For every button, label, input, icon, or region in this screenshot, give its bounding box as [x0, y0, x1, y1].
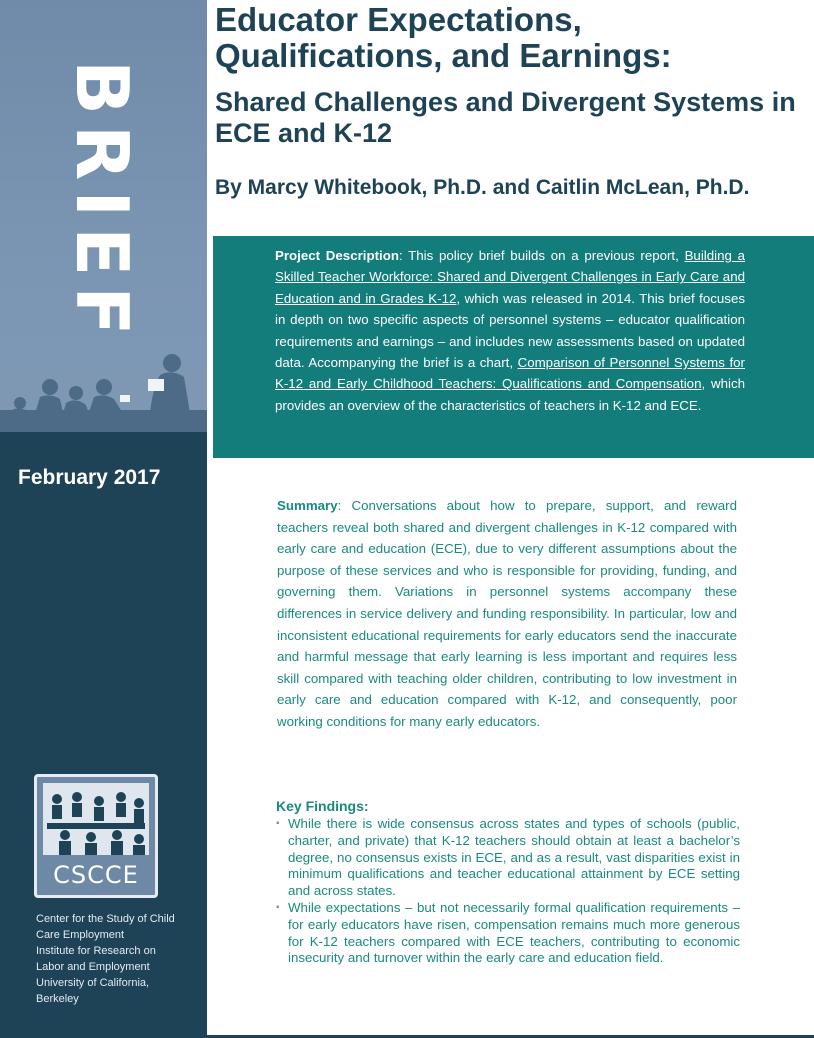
project-description [275, 245, 745, 416]
project-description-label: Project Description [275, 248, 399, 263]
org-line: Care Employment [36, 929, 125, 941]
author-byline: By Marcy Whitebook, Ph.D. and Caitlin McLean, Ph.D. [215, 176, 750, 199]
organization-info [36, 911, 204, 1007]
finding-text: While expectations – but not necessarily formal qualification requirements – for early educators have risen, compensation remains much more generous for K-12 teachers compared with ECE teachers, contributing to economic insecurity and turnover within the early care and education field. [288, 899, 740, 966]
sidebar-banner [0, 0, 207, 432]
summary-paragraph [277, 495, 737, 733]
document-subtitle: Shared Challenges and Divergent Systems in ECE and K-12 [215, 87, 796, 148]
list-item [274, 816, 740, 900]
publication-date: February 2017 [18, 466, 161, 489]
list-item [274, 900, 740, 967]
summary-label: Summary [277, 498, 338, 513]
org-line: Berkeley [36, 993, 79, 1005]
previous-report-link[interactable]: Building a Skilled Teacher Workforce: Shared and Divergent Challenges in Early Care and Education and in Grades K-12 [275, 248, 745, 306]
classroom-photo-icon [43, 783, 149, 855]
bullet-icon: ▪ [276, 901, 280, 913]
comparison-chart-link[interactable]: Comparison of Personnel Systems for K-12 and Early Childhood Teachers: Qualifications and Compensation [275, 355, 745, 392]
org-line: Labor and Employment [36, 961, 150, 973]
project-text-end: , which provides an overview of the characteristics of teachers in K-12 and ECE. [275, 376, 745, 413]
logo-text: CSCCE [53, 861, 139, 889]
bullet-icon: ▪ [276, 818, 280, 829]
project-description-box [213, 236, 814, 458]
project-text-middle: , which was released in 2014. This brief focuses in depth on two specific aspects of personnel systems – educator qualification requirements and earnings – and includes new assessments based on updated data. Accompanying the brief is a chart, [275, 290, 745, 371]
document-title: Educator Expectations, Qualifications, and Earnings: [215, 1, 672, 74]
project-text-intro: : This policy brief builds on a previous report, [398, 248, 685, 263]
key-findings-heading: Key Findings: [276, 798, 369, 814]
org-line: University of California, [36, 977, 150, 989]
brief-title: BRIEF [60, 60, 144, 346]
key-findings-list [274, 816, 740, 967]
cscce-logo [34, 774, 158, 898]
summary-text: : Conversations about how to prepare, support, and reward teachers reveal both shared and divergent challenges in K-12 compared with early care and education (ECE), due to very different assumptions about the purpose of these services and who is responsible for providing, funding, and governing them. Variations in personnel systems accompany these differences in service delivery and funding responsibility. In particular, low and inconsistent educational requirements for early educators send the inaccurate and harmful message that early learning is less important and requires less skill compared with teaching older children, contributing to low investment in early care and education compared with K-12, and consequently, poor working conditions for many early educators. [277, 498, 737, 729]
reading-children-silhouette-icon [0, 335, 207, 432]
sidebar [0, 0, 207, 1038]
org-line: Institute for Research on [36, 945, 156, 957]
finding-text: While there is wide consensus across states and types of schools (public, charter, and private) that K-12 teachers should obtain at least a bachelor’s degree, no consensus exists in ECE, and as a result, vast disparities exist in minimum qualifications and teacher educational attainment by ECE setting and across states. [288, 816, 740, 899]
org-line: Center for the Study of Child [36, 913, 175, 925]
